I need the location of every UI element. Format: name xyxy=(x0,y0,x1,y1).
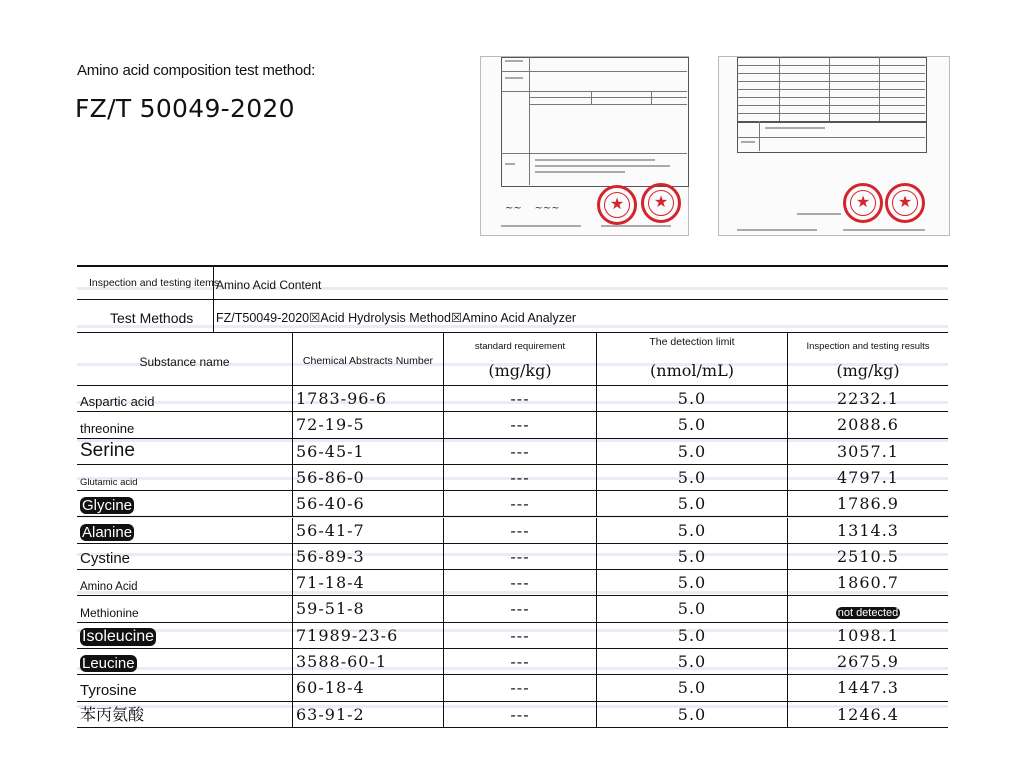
standard-value: --- xyxy=(510,678,530,698)
substance-name: Glutamic acid xyxy=(80,477,138,489)
col-result-unit: (mg/kg) xyxy=(836,361,900,380)
standard-value: --- xyxy=(510,599,530,619)
standard-value: --- xyxy=(510,546,530,566)
substance-name: Alanine xyxy=(82,523,133,541)
cas-number: 1783-96-6 xyxy=(296,389,388,408)
col-standard: standard requirement xyxy=(474,341,566,352)
substance-name: Tyrosine xyxy=(80,681,137,699)
red-seal: ★ xyxy=(843,183,883,223)
test-result: 4797.1 xyxy=(837,467,899,487)
substance-name: threonine xyxy=(80,420,135,436)
signature-block: ~~ ~~~ xyxy=(505,203,560,214)
standard-value: --- xyxy=(510,625,530,645)
table-row xyxy=(77,702,948,728)
table-row xyxy=(77,491,948,517)
items-label: Inspection and testing items xyxy=(89,277,220,289)
substance-name: Leucine xyxy=(82,655,135,673)
test-result: 3057.1 xyxy=(837,441,899,461)
test-result: 2088.6 xyxy=(837,415,899,435)
standard-value: --- xyxy=(510,520,530,540)
standard-value: --- xyxy=(510,389,530,408)
table-row xyxy=(77,623,948,649)
substance-name: Amino Acid xyxy=(80,581,138,594)
standard-value: --- xyxy=(510,494,530,514)
test-result: 1860.7 xyxy=(837,573,899,593)
col-result: Inspection and testing results xyxy=(806,341,930,352)
detection-limit: 5.0 xyxy=(677,678,707,698)
cas-number: 56-45-1 xyxy=(296,441,365,461)
cas-number: 3588-60-1 xyxy=(296,652,388,671)
cas-number: 72-19-5 xyxy=(296,415,365,435)
detection-limit: 5.0 xyxy=(677,467,707,487)
cas-number: 60-18-4 xyxy=(296,678,365,698)
amino-acid-report-table xyxy=(77,265,948,724)
detection-limit: 5.0 xyxy=(677,573,707,593)
col-standard-unit: (mg/kg) xyxy=(488,361,552,380)
cas-number: 59-51-8 xyxy=(296,599,365,619)
section-heading: Amino acid composition test method: xyxy=(77,62,316,79)
col-substance: Substance name xyxy=(139,355,230,369)
substance-name: Isoleucine xyxy=(82,627,155,645)
substance-name: Methionine xyxy=(80,605,139,620)
detection-limit: 5.0 xyxy=(677,389,707,408)
standard-value: --- xyxy=(510,441,530,461)
detection-limit: 5.0 xyxy=(677,441,707,461)
detection-limit: 5.0 xyxy=(677,652,707,671)
methods-row xyxy=(77,300,948,333)
test-result: not detected xyxy=(837,607,899,620)
detection-limit: 5.0 xyxy=(677,625,707,645)
test-result: 1246.4 xyxy=(837,704,899,724)
standard-value: --- xyxy=(510,573,530,593)
cas-number: 56-89-3 xyxy=(296,546,365,566)
red-seal: ★ xyxy=(885,183,925,223)
cas-number: 63-91-2 xyxy=(296,704,365,724)
table-row xyxy=(77,544,948,570)
table-row xyxy=(77,649,948,675)
standard-value: --- xyxy=(510,652,530,671)
methods-value: FZ/T50049-2020☒Acid Hydrolysis Method☒Amino Acid Analyzer xyxy=(216,311,577,325)
red-seal: ★ xyxy=(597,185,637,225)
cas-number: 71989-23-6 xyxy=(296,625,399,645)
red-seal: ★ xyxy=(641,183,681,223)
cas-number: 56-86-0 xyxy=(296,467,365,487)
test-result: 1314.3 xyxy=(837,520,899,540)
test-result: 2675.9 xyxy=(837,652,899,671)
substance-name: Aspartic acid xyxy=(80,394,155,410)
col-cas: Chemical Abstracts Number xyxy=(302,355,434,367)
substance-name: Serine xyxy=(80,439,135,461)
cas-number: 71-18-4 xyxy=(296,573,365,593)
substance-name: 苯丙氨酸 xyxy=(80,706,145,724)
detection-limit: 5.0 xyxy=(677,520,707,540)
standard-value: --- xyxy=(510,415,530,435)
col-detection: The detection limit xyxy=(649,336,735,348)
column-header-row xyxy=(77,333,948,386)
table-row xyxy=(77,518,948,544)
table-row xyxy=(77,596,948,622)
substance-name: Cystine xyxy=(80,550,131,568)
detection-limit: 5.0 xyxy=(677,599,707,619)
substance-name: Glycine xyxy=(82,497,133,515)
test-result: 1447.3 xyxy=(837,678,899,698)
detection-limit: 5.0 xyxy=(677,546,707,566)
table-row xyxy=(77,465,948,491)
detection-limit: 5.0 xyxy=(677,704,707,724)
report-scan-right xyxy=(718,56,950,236)
test-result: 1098.1 xyxy=(837,625,899,645)
detection-limit: 5.0 xyxy=(677,494,707,514)
test-result: 2232.1 xyxy=(837,389,899,408)
table-row xyxy=(77,412,948,438)
table-row xyxy=(77,570,948,596)
test-result: 2510.5 xyxy=(837,546,899,566)
standard-code: FZ/T 50049-2020 xyxy=(75,94,295,123)
detection-limit: 5.0 xyxy=(677,415,707,435)
standard-value: --- xyxy=(510,467,530,487)
items-value: Amino Acid Content xyxy=(216,278,322,292)
report-scan-left xyxy=(480,56,689,236)
items-row xyxy=(77,267,948,300)
table-row xyxy=(77,675,948,701)
col-detection-unit: (nmol/mL) xyxy=(650,361,734,380)
methods-label: Test Methods xyxy=(110,310,194,326)
table-row xyxy=(77,386,948,412)
standard-value: --- xyxy=(510,704,530,724)
test-result: 1786.9 xyxy=(837,494,899,514)
cas-number: 56-40-6 xyxy=(296,494,365,514)
cas-number: 56-41-7 xyxy=(296,520,365,540)
table-row xyxy=(77,439,948,465)
